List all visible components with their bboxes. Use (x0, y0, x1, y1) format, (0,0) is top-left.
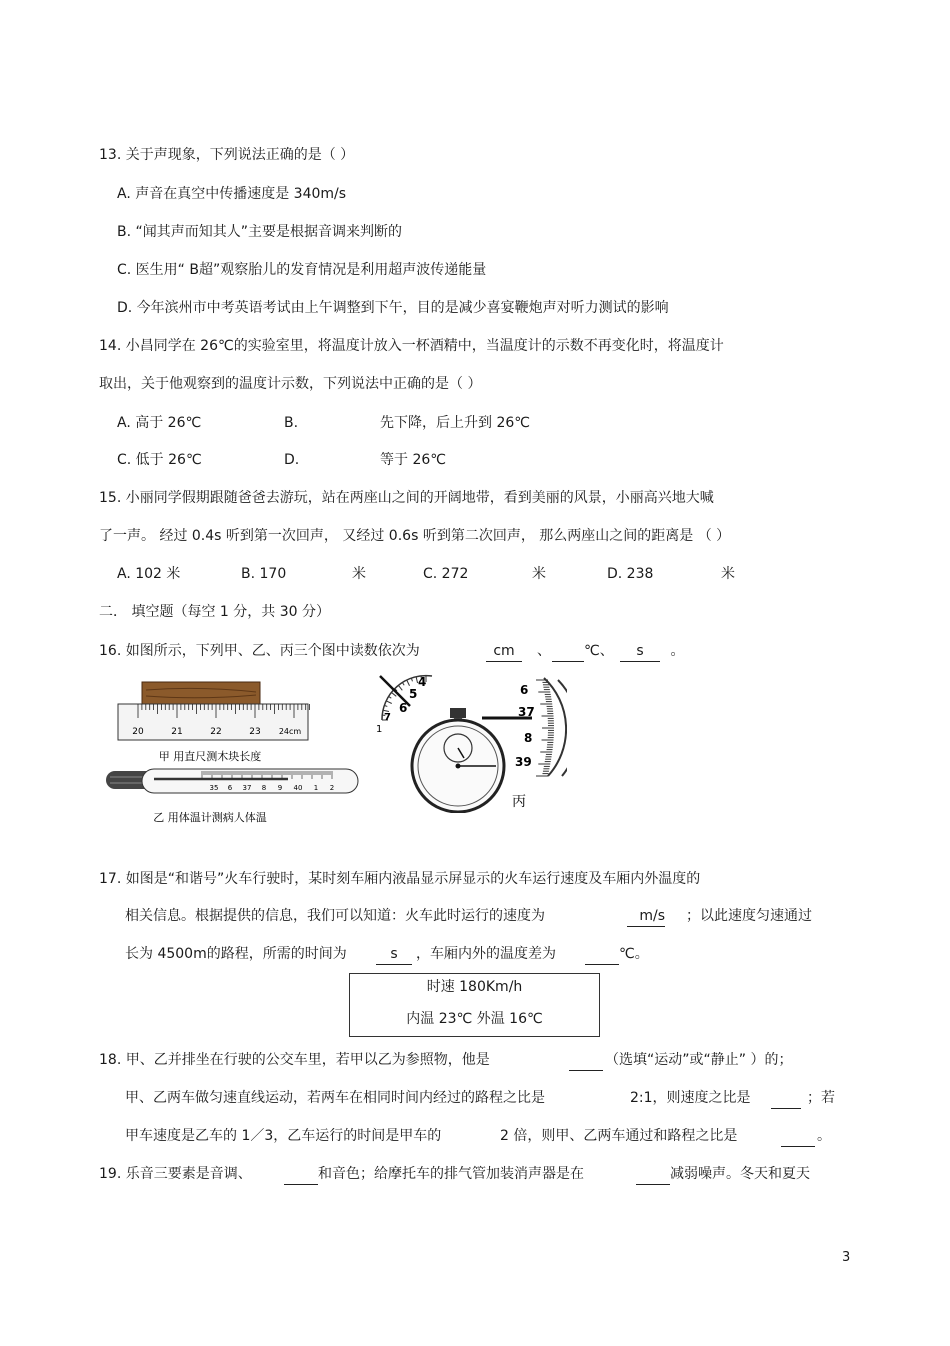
q19-blank-2-line (636, 1164, 670, 1185)
q15-option-c-unit: 米 (532, 566, 546, 582)
q15-option-d-unit: 米 (721, 566, 735, 582)
q15-option-a: A. 102 米 (117, 566, 181, 582)
q14-option-a: A. 高于 26℃ (117, 415, 202, 431)
wood-block (142, 682, 260, 704)
q16-blank-3-unit: s (620, 641, 660, 662)
thermo-tick-label: 37 (242, 784, 252, 792)
small-dial-label: 7 (384, 712, 391, 723)
thermo-tick-label: 2 (329, 784, 335, 792)
q14-option-c: C. 低于 26℃ (117, 452, 202, 468)
q17-blank-2-unit: s (376, 944, 412, 965)
thermo-tick-label: 9 (277, 784, 283, 792)
train-display-box (349, 973, 600, 1037)
q16-blank-2 (552, 641, 614, 662)
small-dial-tick (386, 701, 391, 704)
q14-option-d-text: 等于 26℃ (380, 452, 446, 468)
train-display-temps: 内温 23℃ 外温 16℃ (406, 1011, 543, 1027)
section-heading: 二． 填空题（每空 1 分，共 30 分） (99, 604, 330, 620)
figure-yi-thermometer (102, 765, 364, 827)
q19-part-b: 和音色；给摩托车的排气管加装消声器是在 (318, 1166, 584, 1182)
q17-blank-3-line (585, 944, 619, 965)
q18-blank-3-line (781, 1126, 815, 1147)
q15-stem-line2: 了一声。 经过 0.4s 听到第一次回声， 又经过 0.6s 听到第二次回声， 那么两座山之间的距离是 （ ） (99, 528, 731, 544)
q15-option-c: C. 272 (423, 566, 469, 582)
q13-stem: 13. 关于声现象，下列说法正确的是（ ） (99, 147, 355, 163)
q13-option-d: D. 今年滨州市中考英语考试由上午调整到下午，目的是减少喜宴鞭炮声对听力测试的影响 (117, 300, 669, 316)
small-dial-label: 1 (376, 724, 383, 735)
q18-line1b: （选填“运动”或“静止” ）的； (605, 1052, 793, 1068)
q18-line2a: 甲、乙两车做匀速直线运动，若两车在相同时间内经过的路程之比是 (125, 1090, 545, 1106)
q17-blank-2 (376, 944, 412, 965)
q17-blank-1-unit: m/s (627, 906, 665, 927)
q14-stem-line2: 取出，关于他观察到的温度计示数，下列说法中正确的是（ ） (99, 376, 482, 392)
small-dial-label: 4 (418, 675, 427, 689)
q13-option-c: C. 医生用“ B超”观察胎儿的发育情况是利用超声波传递能量 (117, 262, 487, 278)
q18-blank-1 (569, 1050, 603, 1071)
thermo-tick-label: 1 (313, 784, 319, 792)
figure-bing-stopwatch (372, 668, 567, 813)
ruler-tick-label: 23 (249, 727, 261, 737)
q13-option-a: A. 声音在真空中传播速度是 340m/s (117, 186, 347, 202)
q17-blank-1 (627, 906, 665, 927)
q16-unit-2: ℃、 (584, 643, 614, 659)
q17-blank-3 (585, 944, 649, 965)
small-dial-tick (411, 678, 412, 681)
small-dial-tick (384, 705, 387, 706)
q18-line3a: 甲车速度是乙车的 1／3，乙车运行的时间是甲车的 (125, 1128, 442, 1144)
q19-blank-2 (636, 1164, 670, 1185)
small-dial-tick (407, 680, 410, 685)
q16-end: 。 (670, 643, 685, 659)
large-dial-label: 37 (518, 705, 535, 719)
large-dial-label: 39 (515, 755, 532, 769)
q18-blank-2 (771, 1088, 801, 1109)
q17-stem-line2b: ；以此速度匀速通过 (686, 908, 812, 924)
ruler-tick-label: 22 (210, 727, 222, 737)
q19-part-a: 19. 乐音三要素是音调、 (99, 1166, 252, 1182)
q17-unit-3: ℃。 (619, 946, 649, 962)
q17-stem-line3a: 长为 4500m的路程，所需的时间为 (125, 946, 347, 962)
q13-option-b: B. “闻其声而知其人”主要是根据音调来判断的 (117, 224, 403, 240)
q16-blank-2-line (552, 641, 584, 662)
q15-option-b: B. 170 (241, 566, 287, 582)
figure-jia-caption: 甲 用直尺测木块长度 (158, 750, 262, 763)
thermo-tick-label: 6 (227, 784, 233, 792)
train-display-speed: 时速 180Km/h (426, 979, 523, 995)
stopwatch-crown (450, 708, 466, 718)
q16-blank-3 (620, 641, 684, 662)
q16-blank-1 (486, 641, 522, 662)
ruler-tick-label: 24cm (278, 727, 302, 736)
q15-option-b-unit: 米 (352, 566, 366, 582)
q14-option-b-text: 先下降，后上升到 26℃ (380, 415, 530, 431)
q17-stem-line3b: ，车厢内外的温度差为 (416, 946, 556, 962)
small-dial-tick (389, 697, 392, 699)
q16-stem: 16. 如图所示，下列甲、乙、丙三个图中读数依次为 (99, 643, 420, 659)
q17-stem-line2a: 相关信息。根据提供的信息，我们可以知道：火车此时运行的速度为 (125, 908, 545, 924)
q16-blank-1-unit: cm (486, 641, 522, 662)
q15-option-d: D. 238 (607, 566, 654, 582)
large-dial-label: 8 (524, 731, 533, 745)
q17-stem-line1: 17. 如图是“和谐号”火车行驶时，某时刻车厢内液晶显示屏显示的火车运行速度及车厢内外温度的 (99, 871, 701, 887)
small-dial-tick (403, 683, 405, 686)
q15-stem-line1: 15. 小丽同学假期跟随爸爸去游玩，站在两座山之间的开阔地带，看到美丽的风景，小丽高兴地大喊 (99, 490, 714, 506)
q18-line1a: 18. 甲、乙并排坐在行驶的公交车里，若甲以乙为参照物，他是 (99, 1052, 490, 1068)
q19-part-c: 减弱噪声。冬天和夏天 (670, 1166, 810, 1182)
thermo-tick-label: 8 (261, 784, 267, 792)
small-dial-label: 5 (409, 687, 418, 701)
q18-line3b: 2 倍，则甲、乙两车通过和路程之比是 (500, 1128, 738, 1144)
q16-separator: 、 (537, 643, 551, 659)
thermo-tick-label: 35 (209, 784, 219, 792)
q19-blank-1 (284, 1164, 318, 1185)
ruler-tick-label: 21 (171, 727, 183, 737)
q19-blank-1-line (284, 1164, 318, 1185)
figure-bing-caption: 丙 (512, 794, 526, 810)
q14-option-b-label: B. (284, 415, 299, 431)
small-dial-tick (399, 686, 403, 691)
page-number: 3 (842, 1250, 851, 1265)
ruler-tick-label: 20 (132, 727, 144, 737)
q14-stem-line1: 14. 小昌同学在 26℃的实验室里，将温度计放入一杯酒精中，当温度计的示数不再变化时，将温度计 (99, 338, 724, 354)
thermo-tick-label: 40 (293, 784, 303, 792)
q18-line2b: 2:1，则速度之比是 (630, 1090, 751, 1106)
figure-jia-ruler (110, 680, 310, 770)
q18-line2c: ；若 (807, 1090, 835, 1106)
q18-blank-2-line (771, 1088, 801, 1109)
q18-blank-3 (781, 1126, 815, 1147)
small-dial-label: 6 (399, 701, 408, 715)
q18-blank-1-line (569, 1050, 603, 1071)
q18-line3c: 。 (817, 1128, 831, 1144)
large-dial-label: 6 (520, 683, 529, 697)
q14-option-d-label: D. (284, 452, 300, 468)
figure-yi-caption: 乙 用体温计测病人体温 (153, 811, 267, 824)
